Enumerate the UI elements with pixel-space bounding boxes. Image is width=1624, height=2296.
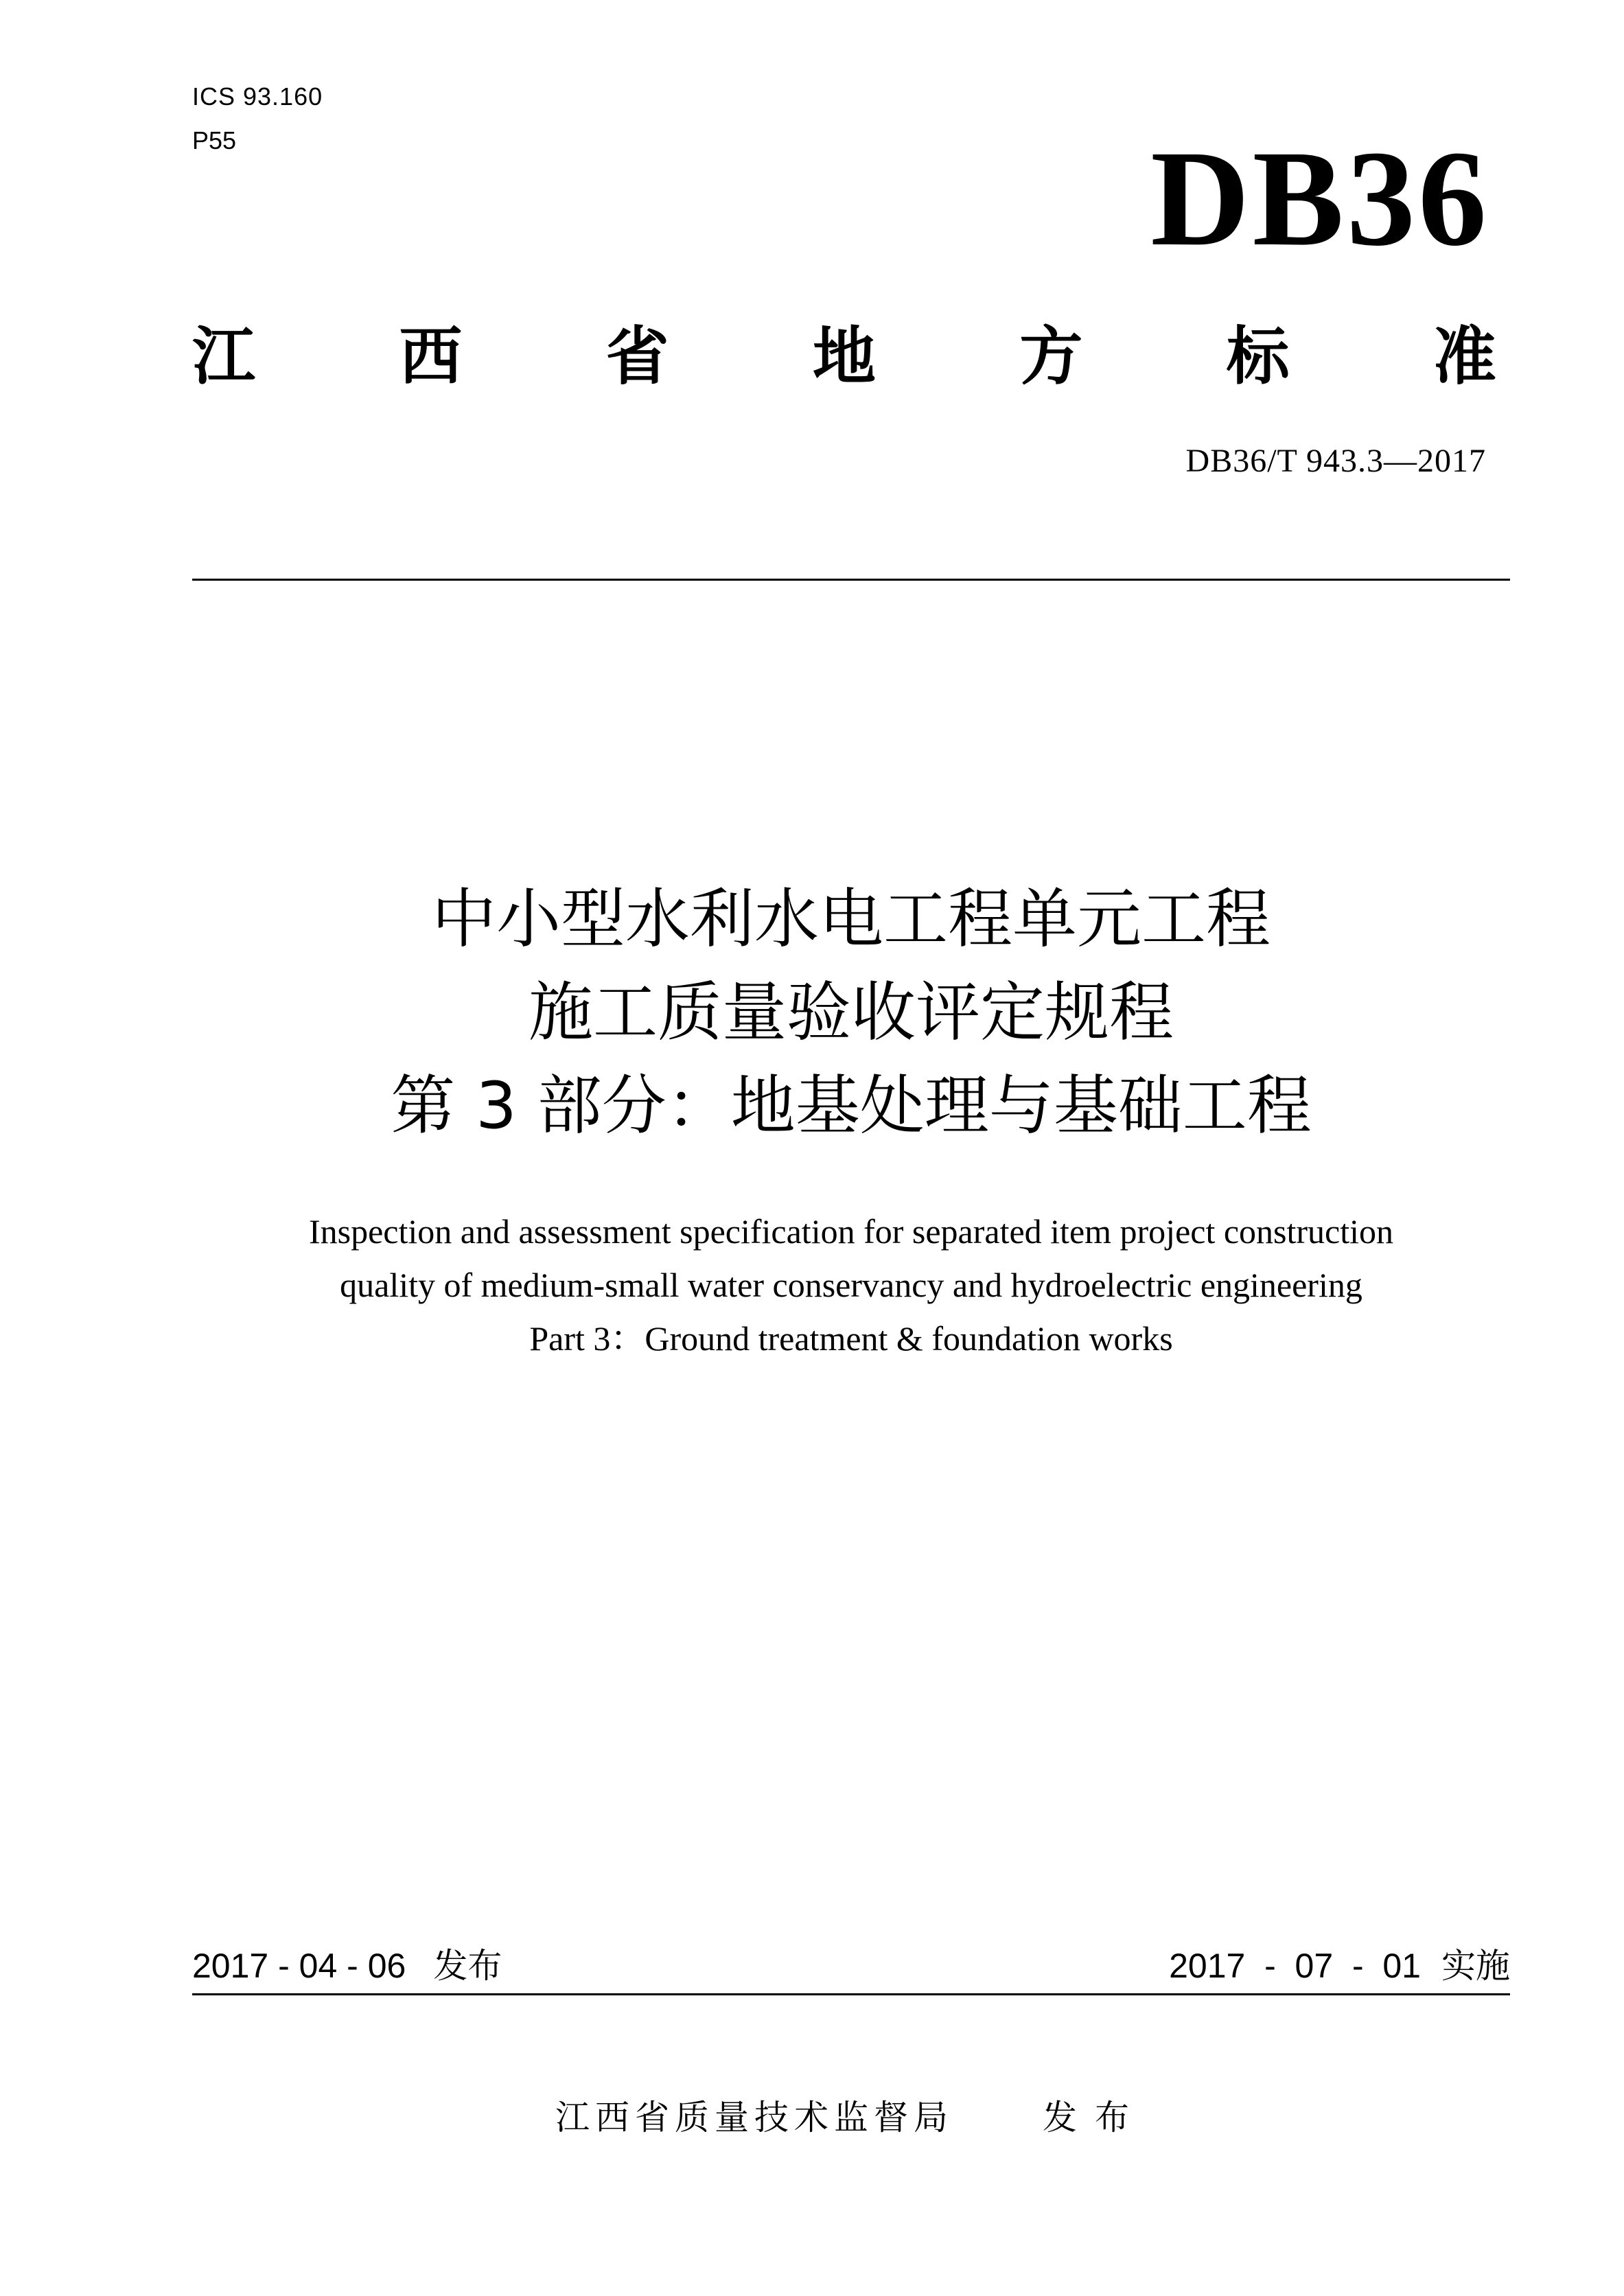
title-cn-line-2: 施工质量验收评定规程 bbox=[528, 975, 1174, 1050]
standard-number: DB36/T 943.3—2017 bbox=[1185, 443, 1486, 479]
effective-date-row bbox=[961, 1944, 1510, 1988]
title-cn-line-3: 第 3 部分：地基处理与基础工程 bbox=[391, 1069, 1312, 1144]
standard-type-char: 地 bbox=[812, 320, 876, 393]
ccs-code: P55 bbox=[192, 126, 237, 154]
issue-date-row bbox=[192, 1944, 502, 1988]
publisher-row bbox=[192, 2095, 1510, 2140]
standard-type bbox=[192, 316, 1496, 398]
title-cn-line-1: 中小型水利水电工程单元工程 bbox=[431, 882, 1271, 957]
issue-label: 发布 bbox=[433, 1947, 502, 1985]
top-divider bbox=[192, 579, 1510, 581]
issue-date: 2017 - 04 - 06 bbox=[192, 1947, 406, 1985]
title-en-line-1: Inspection and assessment specification for separated item project construction bbox=[308, 1212, 1394, 1251]
title-en-line-3: Part 3：Ground treatment & foundation works bbox=[529, 1319, 1173, 1358]
effective-date: 2017 - 07 - 01 bbox=[1169, 1947, 1421, 1985]
effective-label: 实施 bbox=[1441, 1947, 1510, 1985]
standard-type-char: 方 bbox=[1019, 320, 1083, 393]
publisher-name: 江西省质量技术监督局 bbox=[555, 2098, 953, 2137]
standard-type-char: 西 bbox=[399, 320, 463, 393]
standard-type-char: 准 bbox=[1432, 320, 1496, 393]
ics-code: ICS 93.160 bbox=[192, 82, 323, 111]
publisher-verb: 发布 bbox=[1043, 2098, 1147, 2137]
bottom-divider bbox=[192, 1993, 1510, 1995]
standard-type-char: 标 bbox=[1226, 320, 1290, 393]
title-en-line-2: quality of medium-small water conservancy and hydroelectric engineering bbox=[340, 1266, 1362, 1304]
standard-type-char: 省 bbox=[605, 320, 669, 393]
standard-type-char: 江 bbox=[192, 320, 256, 393]
db-logo: DB36 bbox=[1150, 123, 1489, 275]
